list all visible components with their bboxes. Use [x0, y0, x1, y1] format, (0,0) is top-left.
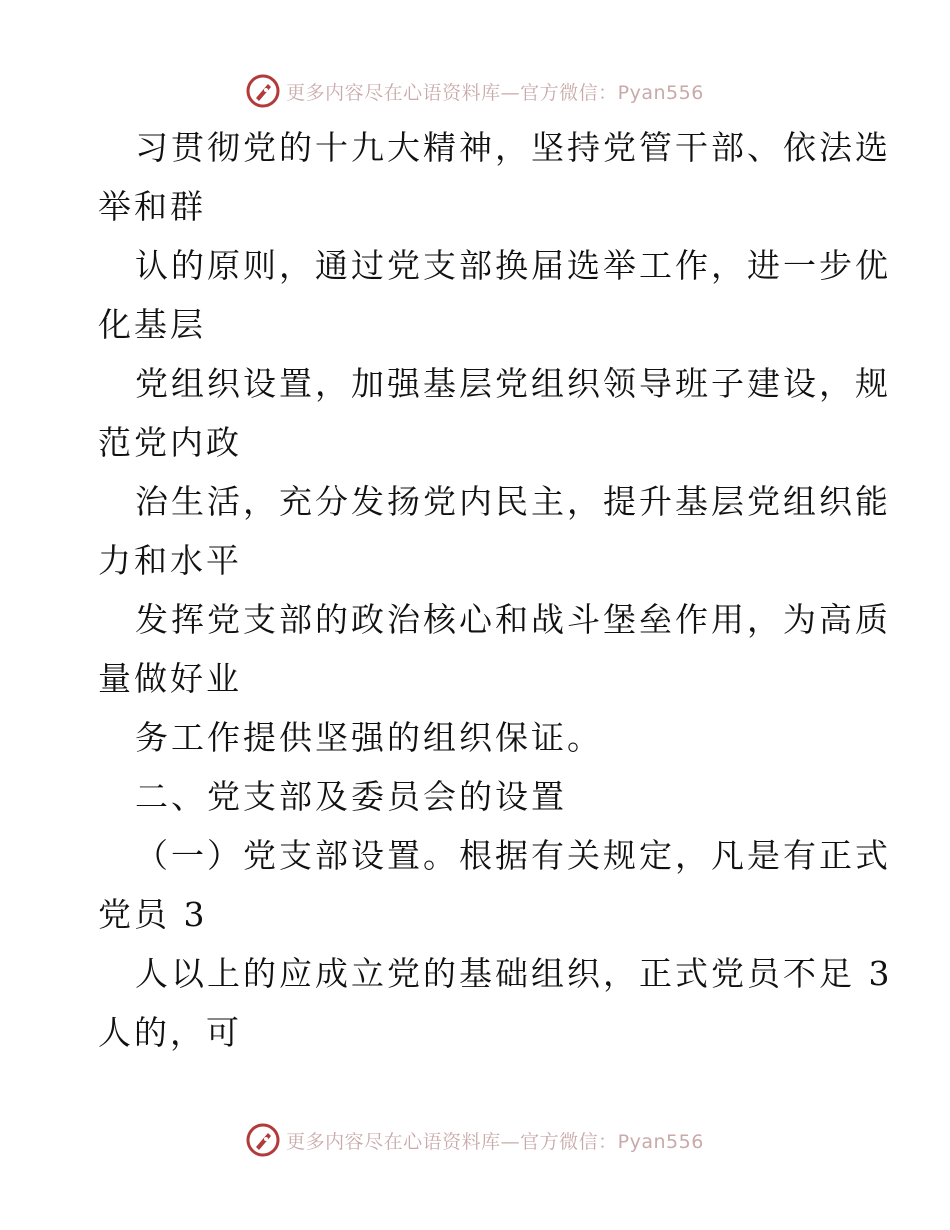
- footer-watermark: [0, 1120, 950, 1160]
- paragraph-line: 举和群: [98, 187, 206, 226]
- paragraph-line: 习贯彻党的十九大精神，坚持党管干部、依法选: [135, 128, 891, 167]
- watermark-wechat-id: Pyan556: [617, 81, 704, 104]
- header-watermark: [0, 71, 950, 111]
- paragraph-line: 范党内政: [98, 423, 242, 462]
- watermark-text: 更多内容尽在心语资料库—官方微信：Pyan556: [286, 1130, 704, 1153]
- paragraph-line: 二、党支部及委员会的设置: [135, 777, 567, 816]
- paragraph-line: 人以上的应成立党的基础组织，正式党员不足 3: [135, 954, 893, 993]
- paragraph-line: （一）党支部设置。根据有关规定，凡是有正式: [135, 836, 891, 875]
- paragraph-line: 党组织设置，加强基层党组织领导班子建设，规: [135, 364, 891, 403]
- paragraph-line: 力和水平: [98, 541, 242, 580]
- paragraph-line: 量做好业: [98, 659, 242, 698]
- watermark-wechat-id: Pyan556: [617, 1130, 704, 1153]
- paragraph-line: 认的原则，通过党支部换届选举工作，进一步优: [135, 246, 891, 285]
- pen-nib-logo-icon: [246, 1123, 280, 1157]
- paragraph-line: 党员 3: [98, 895, 208, 934]
- paragraph-line: 治生活，充分发扬党内民主，提升基层党组织能: [135, 482, 891, 521]
- paragraph-line: 人的，可: [98, 1013, 242, 1052]
- watermark-text: 更多内容尽在心语资料库—官方微信：Pyan556: [286, 81, 704, 104]
- paragraph-line: 发挥党支部的政治核心和战斗堡垒作用，为高质: [135, 600, 891, 639]
- paragraph-line: 化基层: [98, 305, 206, 344]
- pen-nib-logo-icon: [246, 74, 280, 108]
- document-body: [98, 118, 893, 1062]
- paragraph-line: 务工作提供坚强的组织保证。: [135, 718, 603, 757]
